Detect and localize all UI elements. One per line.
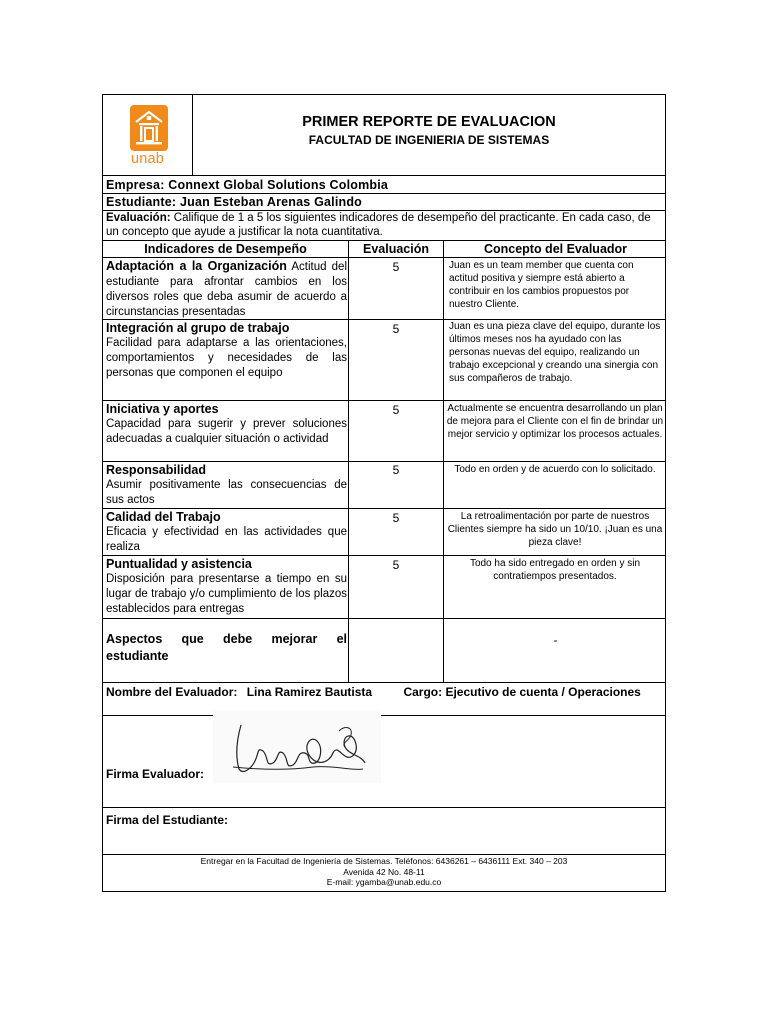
indicator-score: 5 bbox=[392, 322, 400, 336]
indicator-title: Calidad del Trabajo bbox=[106, 510, 221, 524]
evaluator-concept: Juan es una pieza clave del equipo, durante los últimos meses nos ha ayudado con las personas nuevas del equipo, realizando un trabajo excepcional y creando una sinergia con sus compañeros de trabajo. bbox=[449, 321, 661, 384]
empresa-value: Connext Global Solutions Colombia bbox=[168, 178, 389, 192]
evaluator-name-value: Lina Ramirez Bautista bbox=[246, 685, 373, 699]
header-concepto: Concepto del Evaluador bbox=[483, 242, 628, 256]
indicator-title: Iniciativa y aportes bbox=[106, 402, 219, 416]
evaluator-concept: Todo en orden y de acuerdo con lo solicitado. bbox=[454, 464, 656, 475]
indicator-score: 5 bbox=[392, 558, 400, 572]
indicator-row bbox=[106, 557, 347, 617]
indicator-description: Capacidad para sugerir y prever soluciones adecuadas a cualquier situación o actividad bbox=[106, 418, 347, 445]
empresa-row bbox=[106, 178, 388, 192]
evaluator-name-label: Nombre del Evaluador: bbox=[106, 685, 238, 699]
evaluator-concept: La retroalimentación por parte de nuestros Clientes siempre ha sido un 10/10. ¡Juan es una pieza clave! bbox=[447, 511, 663, 548]
indicator-score: 5 bbox=[392, 403, 400, 417]
cargo-label: Cargo: bbox=[403, 685, 443, 699]
footer-line-3: E-mail: ygamba@unab.edu.co bbox=[326, 877, 442, 887]
indicator-title: Integración al grupo de trabajo bbox=[106, 321, 290, 335]
logo-text: unab bbox=[130, 151, 165, 167]
header-evaluacion: Evaluación bbox=[363, 242, 429, 256]
estudiante-value: Juan Esteban Arenas Galindo bbox=[179, 195, 363, 209]
evaluator-concept: Todo ha sido entregado en orden y sin contratiempos presentados. bbox=[469, 558, 641, 582]
evaluacion-label: Evaluación: bbox=[106, 212, 171, 224]
indicator-description: Asumir positivamente las consecuencias de sus actos bbox=[106, 479, 347, 506]
university-building-icon bbox=[130, 105, 168, 151]
indicator-score: 5 bbox=[392, 260, 400, 274]
indicator-row bbox=[106, 463, 347, 508]
indicator-row bbox=[106, 259, 347, 320]
footer-line-1: Entregar en la Facultad de Ingeniería de Sistemas. Teléfonos: 6436261 – 6436111 Ext. 340 – 203 bbox=[200, 856, 568, 866]
indicator-description: Eficacia y efectividad en las actividades que realiza bbox=[106, 526, 347, 553]
evaluator-row bbox=[106, 685, 641, 699]
indicator-score: 5 bbox=[392, 511, 400, 525]
indicator-title: Responsabilidad bbox=[106, 463, 207, 477]
footer-line-2: Avenida 42 No. 48-11 bbox=[343, 866, 425, 877]
evaluacion-text: Califique de 1 a 5 los siguientes indicadores de desempeño del practicante. En cada caso, de un concepto que ayude a justificar la nota cuantitativa. bbox=[106, 212, 651, 238]
firma-estudiante-label: Firma del Estudiante: bbox=[106, 813, 229, 827]
evaluator-signature bbox=[213, 711, 381, 783]
unab-logo bbox=[103, 95, 192, 175]
mejorar-value: - bbox=[553, 633, 558, 647]
evaluator-concept: Actualmente se encuentra desarrollando un plan de mejora para el Cliente con el fin de brindar un mejor servicio y optimizar los procesos actuales. bbox=[446, 403, 664, 440]
indicator-score: 5 bbox=[392, 463, 400, 477]
indicator-description: Facilidad para adaptarse a las orientaciones, comportamientos y necesidades de las personas que componen el equipo bbox=[106, 337, 347, 379]
indicator-description: Disposición para presentarse a tiempo en su lugar de trabajo y/o cumplimiento de los plazos establecidos para entregas bbox=[106, 573, 347, 615]
cargo-value: Ejecutivo de cuenta / Operaciones bbox=[445, 685, 641, 699]
evaluation-form bbox=[102, 94, 666, 892]
firma-evaluador-label: Firma Evaluador: bbox=[106, 767, 205, 781]
empresa-label: Empresa: bbox=[106, 178, 165, 192]
mejorar-label: Aspectos que debe mejorar el estudiante bbox=[106, 632, 347, 663]
header-indicadores: Indicadores de Desempeño bbox=[144, 242, 307, 256]
estudiante-row bbox=[106, 195, 362, 209]
indicator-row bbox=[106, 402, 347, 447]
indicator-description: Actitud del estudiante para afrontar cambios en los diversos roles que deba asumir de acuerdo a circunstancias presentadas bbox=[106, 261, 347, 318]
evaluator-concept: Juan es un team member que cuenta con actitud positiva y siempre está abierto a contribuir en los cambios propuestos por nuestro Cliente. bbox=[449, 260, 634, 310]
indicator-row bbox=[106, 510, 347, 555]
evaluacion-instructions bbox=[106, 211, 662, 239]
indicator-title: Adaptación a la Organización bbox=[106, 259, 287, 273]
footer bbox=[103, 856, 665, 888]
estudiante-label: Estudiante: bbox=[106, 195, 177, 209]
report-title: PRIMER REPORTE DE EVALUACION bbox=[302, 114, 556, 130]
report-subtitle: FACULTAD DE INGENIERIA DE SISTEMAS bbox=[308, 133, 550, 147]
indicator-row bbox=[106, 321, 347, 381]
indicator-title: Puntualidad y asistencia bbox=[106, 557, 252, 571]
